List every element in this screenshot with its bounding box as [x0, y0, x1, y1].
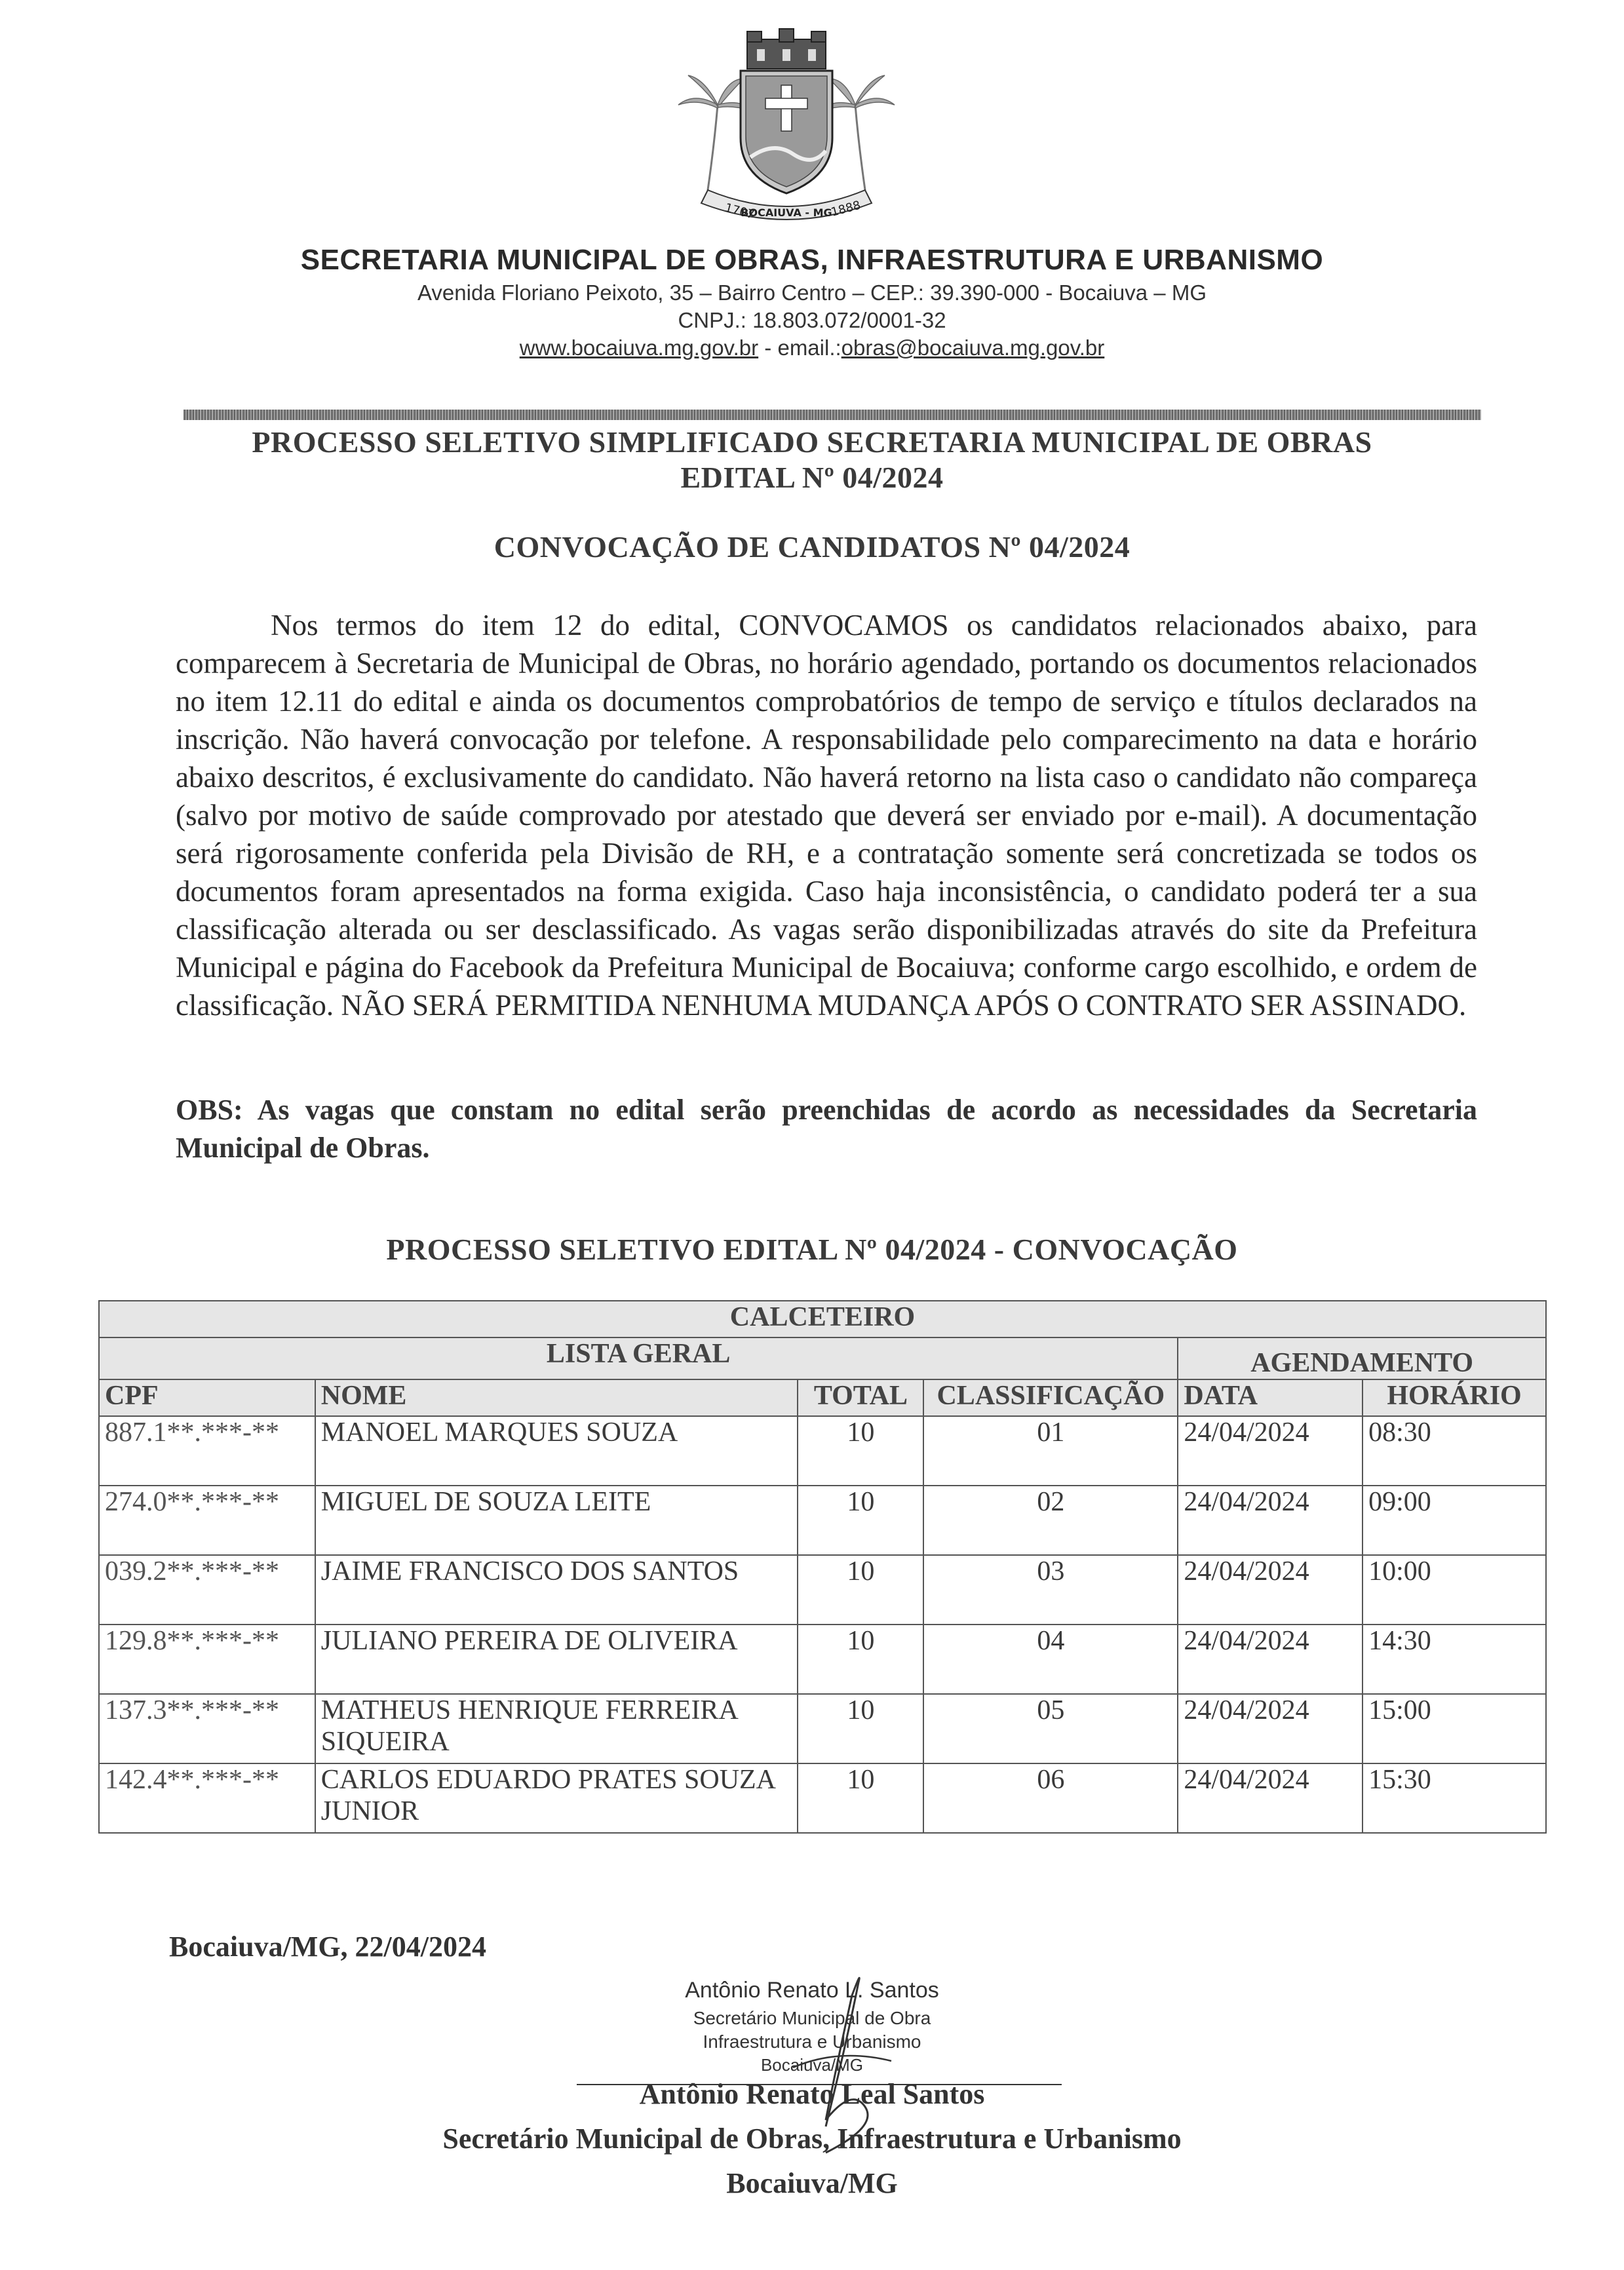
website-link[interactable]: www.bocaiuva.mg.gov.br	[519, 336, 759, 360]
municipal-crest-logo	[668, 26, 904, 223]
table-row	[99, 1486, 1546, 1555]
table-row	[99, 1763, 1546, 1833]
signer-name: Antônio Renato Leal Santos	[639, 2078, 985, 2110]
process-title: PROCESSO SELETIVO SIMPLIFICADO SECRETARIA MUNICIPAL DE OBRAS	[252, 425, 1372, 459]
cell-cpf: 274.0**.***-**	[99, 1486, 315, 1555]
cell-cpf: 129.8**.***-**	[99, 1625, 315, 1694]
cell-classificacao: 04	[923, 1625, 1178, 1694]
cell-classificacao: 01	[923, 1416, 1178, 1486]
cell-horario: 08:30	[1363, 1416, 1546, 1486]
cell-horario: 09:00	[1363, 1486, 1546, 1555]
cell-cpf: 137.3**.***-**	[99, 1694, 315, 1763]
cnpj-line: CNPJ.: 18.803.072/0001-32	[678, 308, 946, 332]
crest-city: BOCAIUVA - MG	[741, 206, 832, 219]
cell-nome: CARLOS EDUARDO PRATES SOUZA JUNIOR	[315, 1763, 798, 1833]
cell-nome: MATHEUS HENRIQUE FERREIRA SIQUEIRA	[315, 1694, 798, 1763]
cell-horario: 10:00	[1363, 1555, 1546, 1625]
email-label: email.:	[777, 336, 841, 360]
cell-data: 24/04/2024	[1178, 1555, 1363, 1625]
separator: -	[764, 336, 778, 360]
cell-classificacao: 03	[923, 1555, 1178, 1625]
cell-data: 24/04/2024	[1178, 1416, 1363, 1486]
convocation-paragraph	[176, 606, 1477, 1024]
edital-number: EDITAL Nº 04/2024	[680, 461, 944, 494]
position-header: CALCETEIRO	[99, 1301, 1546, 1337]
cell-total: 10	[798, 1416, 923, 1486]
table-row	[99, 1694, 1546, 1763]
paragraph-text: Nos termos do item 12 do edital, CONVOCAMOS os candidatos relacionados abaixo, para comparecem à Secretaria de Municipal de Obras, no horário agendado, portando os documentos relacionados no item 12.11 do edital e ainda os documentos comprobatórios de tempo de serviço e títulos declarados na inscrição. Não haverá convocação por telefone. A responsabilidade pelo comparecimento na data e horário abaixo descritos, é exclusivamente do candidato. Não haverá retorno na lista caso o candidato não compareça (salvo por motivo de saúde comprovado por atestado que deverá ser enviado por e-mail). A documentação será rigorosamente conferida pela Divisão de RH, e a contratação somente será concretizada se todos os documentos foram apresentados na forma exigida. Caso haja inconsistência, o candidato poderá ter a sua classificação alterada ou ser desclassificado. As vagas serão disponibilizadas através do site da Prefeitura Municipal e página do Facebook da Prefeitura Municipal de Bocaiuva; conforme cargo escolhido, e ordem de classificação. NÃO SERÁ PERMITIDA NENHUMA MUDANÇA APÓS O CONTRATO SER ASSINADO.	[176, 609, 1477, 1022]
cell-classificacao: 06	[923, 1763, 1178, 1833]
signer-city: Bocaiuva/MG	[726, 2167, 898, 2199]
cell-data: 24/04/2024	[1178, 1694, 1363, 1763]
obs-note: OBS: As vagas que constam no edital serão preenchidas de acordo as necessidades da Secretaria Municipal de Obras.	[176, 1094, 1477, 1164]
cell-horario: 15:00	[1363, 1694, 1546, 1763]
table-row	[99, 1625, 1546, 1694]
col-nome: NOME	[315, 1379, 798, 1416]
cell-total: 10	[798, 1486, 923, 1555]
cell-total: 10	[798, 1694, 923, 1763]
cell-nome: MANOEL MARQUES SOUZA	[315, 1416, 798, 1486]
contact-line	[0, 336, 1624, 360]
cell-horario: 14:30	[1363, 1625, 1546, 1694]
place-date: Bocaiuva/MG, 22/04/2024	[169, 1931, 486, 1963]
address-line: Avenida Floriano Peixoto, 35 – Bairro Centro – CEP.: 39.390-000 - Bocaiuva – MG	[417, 280, 1207, 305]
col-horario: HORÁRIO	[1363, 1379, 1546, 1416]
crest-year-left: 1707	[723, 201, 756, 222]
col-total: TOTAL	[798, 1379, 923, 1416]
cell-classificacao: 05	[923, 1694, 1178, 1763]
cell-horario: 15:30	[1363, 1763, 1546, 1833]
cell-data: 24/04/2024	[1178, 1625, 1363, 1694]
schedule-header: AGENDAMENTO	[1178, 1337, 1546, 1379]
table-row	[99, 1416, 1546, 1486]
col-classificacao: CLASSIFICAÇÃO	[923, 1379, 1178, 1416]
cell-nome: MIGUEL DE SOUZA LEITE	[315, 1486, 798, 1555]
cell-cpf: 039.2**.***-**	[99, 1555, 315, 1625]
table-title: PROCESSO SELETIVO EDITAL Nº 04/2024 - CONVOCAÇÃO	[386, 1233, 1238, 1266]
stamp-line-4: Bocaiuva/MG	[760, 2055, 864, 2075]
cell-classificacao: 02	[923, 1486, 1178, 1555]
cell-nome: JULIANO PEREIRA DE OLIVEIRA	[315, 1625, 798, 1694]
col-cpf: CPF	[99, 1379, 315, 1416]
cell-cpf: 142.4**.***-**	[99, 1763, 315, 1833]
convocation-title: CONVOCAÇÃO DE CANDIDATOS Nº 04/2024	[493, 530, 1131, 564]
col-data: DATA	[1178, 1379, 1363, 1416]
table-row	[99, 1555, 1546, 1625]
cell-data: 24/04/2024	[1178, 1486, 1363, 1555]
department-title: SECRETARIA MUNICIPAL DE OBRAS, INFRAESTRUTURA E URBANISMO	[300, 244, 1324, 276]
stamp-line-3: Infraestrutura e Urbanismo	[703, 2031, 921, 2052]
signer-role: Secretário Municipal de Obras, Infraestrutura e Urbanismo	[442, 2123, 1182, 2155]
cell-total: 10	[798, 1555, 923, 1625]
stamp-line-1: Antônio Renato L. Santos	[685, 1978, 939, 2003]
cell-total: 10	[798, 1625, 923, 1694]
header-divider	[184, 410, 1481, 420]
convocation-table	[98, 1300, 1547, 1834]
email-link[interactable]: obras@bocaiuva.mg.gov.br	[841, 336, 1105, 360]
general-list-header: LISTA GERAL	[99, 1337, 1178, 1379]
cell-nome: JAIME FRANCISCO DOS SANTOS	[315, 1555, 798, 1625]
cell-total: 10	[798, 1763, 923, 1833]
cell-data: 24/04/2024	[1178, 1763, 1363, 1833]
cell-cpf: 887.1**.***-**	[99, 1416, 315, 1486]
crest-year-right: 1888	[829, 198, 862, 220]
stamp-line-2: Secretário Municipal de Obra	[693, 2008, 931, 2028]
